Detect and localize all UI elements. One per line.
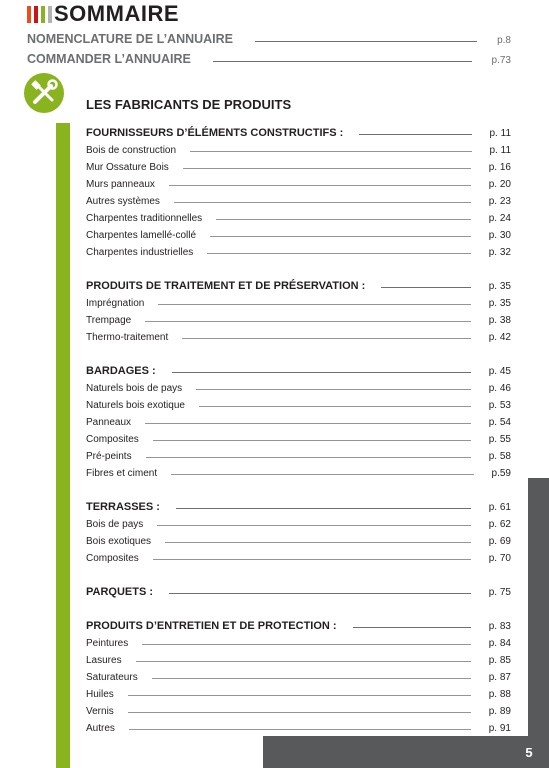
toc-entry[interactable]: [86, 377, 511, 394]
toc-entry-label: Pré-peints: [86, 451, 132, 462]
section-gap: [86, 258, 511, 274]
title-bar: [34, 6, 38, 23]
toc-entry-page: p. 53: [488, 400, 511, 411]
toc-entry-label: Autres systèmes: [86, 196, 160, 207]
toc-entry-label: Bois de pays: [86, 519, 144, 530]
toc-section-heading-label: BARDAGES :: [86, 365, 156, 377]
toc-entry-page: p. 91: [488, 723, 511, 734]
toc-entry[interactable]: [86, 683, 511, 700]
table-of-contents: [86, 121, 511, 734]
page-title: SOMMAIRE: [54, 1, 179, 26]
section-gap: [86, 598, 511, 614]
toc-entry-label: Mur Ossature Bois: [86, 162, 169, 173]
toc-section-heading-page: p. 83: [488, 621, 511, 632]
toc-entry-page: p. 62: [488, 519, 511, 530]
toc-section-heading[interactable]: [86, 495, 511, 513]
toc-section-heading[interactable]: [86, 614, 511, 632]
leader-line: [172, 372, 471, 373]
leader-line: [169, 185, 471, 186]
leader-line: [182, 338, 471, 339]
main-heading: LES FABRICANTS DE PRODUITS: [86, 97, 292, 112]
leader-line: [128, 712, 471, 713]
leader-line: [153, 440, 471, 441]
toc-section-heading-label: FOURNISSEURS D’ÉLÉMENTS CONSTRUCTIFS :: [86, 127, 344, 139]
header-link-label: NOMENCLATURE DE L’ANNUAIRE: [27, 32, 234, 46]
leader-line: [213, 61, 472, 62]
toc-entry[interactable]: [86, 292, 511, 309]
leader-line: [216, 219, 471, 220]
toc-entry-page: p.59: [491, 468, 511, 479]
leader-line: [210, 236, 471, 237]
toc-entry-page: p. 70: [488, 553, 511, 564]
toc-entry-label: Bois exotiques: [86, 536, 152, 547]
toc-entry-page: p. 58: [488, 451, 511, 462]
leader-line: [353, 627, 471, 628]
toc-entry[interactable]: [86, 207, 511, 224]
toc-entry[interactable]: [86, 462, 511, 479]
toc-entry-page: p. 11: [489, 145, 511, 156]
leader-line: [381, 287, 470, 288]
leader-line: [190, 151, 471, 152]
toc-entry[interactable]: [86, 394, 511, 411]
toc-entry[interactable]: [86, 717, 511, 734]
toc-section-heading-page: p. 45: [488, 366, 511, 377]
leader-line: [176, 508, 471, 509]
toc-entry-label: Composites: [86, 553, 139, 564]
toc-entry-label: Imprégnation: [86, 298, 145, 309]
toc-section-heading[interactable]: [86, 359, 511, 377]
toc-entry[interactable]: [86, 649, 511, 666]
toc-entry[interactable]: [86, 241, 511, 258]
header-link-page: p.8: [497, 35, 511, 46]
leader-line: [169, 593, 471, 594]
leader-line: [199, 406, 471, 407]
toc-entry[interactable]: [86, 513, 511, 530]
toc-entry[interactable]: [86, 428, 511, 445]
toc-section-heading-label: TERRASSES :: [86, 501, 160, 513]
toc-entry-label: Composites: [86, 434, 139, 445]
toc-entry-label: Charpentes lamellé-collé: [86, 230, 197, 241]
toc-entry-page: p. 42: [488, 332, 511, 343]
toc-entry-page: p. 55: [488, 434, 511, 445]
header-link-label: COMMANDER L’ANNUAIRE: [27, 52, 191, 66]
toc-entry[interactable]: [86, 666, 511, 683]
toc-entry-label: Panneaux: [86, 417, 132, 428]
toc-entry[interactable]: [86, 139, 511, 156]
toc-entry-label: Charpentes industrielles: [86, 247, 194, 258]
toc-entry-page: p. 30: [488, 230, 511, 241]
toc-section-heading-page: p. 61: [488, 502, 511, 513]
toc-section-heading-label: PRODUITS DE TRAITEMENT ET DE PRÉSERVATION :: [86, 280, 366, 292]
toc-entry[interactable]: [86, 309, 511, 326]
toc-entry[interactable]: [86, 445, 511, 462]
toc-entry-page: p. 23: [488, 196, 511, 207]
leader-line: [146, 457, 471, 458]
leader-line: [136, 661, 471, 662]
right-edge-band: [528, 478, 549, 768]
leader-line: [152, 678, 471, 679]
leader-line: [165, 542, 471, 543]
toc-entry[interactable]: [86, 530, 511, 547]
leader-line: [157, 525, 470, 526]
toc-entry[interactable]: [86, 156, 511, 173]
toc-entry-label: Thermo-traitement: [86, 332, 169, 343]
toc-entry-label: Naturels bois exotique: [86, 400, 185, 411]
page-number: 5: [525, 744, 533, 760]
toc-entry-page: p. 38: [488, 315, 511, 326]
header-link-page: p.73: [491, 55, 511, 66]
header-link-nomenclature[interactable]: [27, 30, 511, 46]
toc-entry-page: p. 54: [488, 417, 511, 428]
leader-line: [145, 423, 471, 424]
toc-entry[interactable]: [86, 632, 511, 649]
toc-entry-label: Bois de construction: [86, 145, 177, 156]
footer-band: [263, 736, 549, 768]
toc-section-heading[interactable]: [86, 580, 511, 598]
toc-entry-page: p. 16: [488, 162, 511, 173]
section-gap: [86, 564, 511, 580]
toc-entry[interactable]: [86, 411, 511, 428]
title-bar: [41, 6, 45, 23]
toc-entry-page: p. 84: [488, 638, 511, 649]
toc-section-heading[interactable]: [86, 121, 511, 139]
leader-line: [142, 644, 471, 645]
section-gap: [86, 479, 511, 495]
header-link-commander[interactable]: [27, 50, 511, 66]
toc-entry-page: p. 89: [488, 706, 511, 717]
accent-sidebar: [56, 123, 70, 768]
toc-entry-label: Huiles: [86, 689, 114, 700]
toc-entry-page: p. 85: [488, 655, 511, 666]
toc-section-heading-label: PRODUITS D’ENTRETIEN ET DE PROTECTION :: [86, 620, 337, 632]
toc-entry-page: p. 35: [488, 298, 511, 309]
toc-entry-label: Autres: [86, 723, 115, 734]
toc-section-heading-page: p. 75: [488, 587, 511, 598]
toc-entry-label: Naturels bois de pays: [86, 383, 183, 394]
title-color-bars: [27, 6, 52, 23]
toc-entry[interactable]: [86, 547, 511, 564]
toc-entry[interactable]: [86, 173, 511, 190]
toc-entry-label: Lasures: [86, 655, 122, 666]
tools-icon: [24, 73, 64, 113]
toc-entry-page: p. 20: [488, 179, 511, 190]
toc-entry-label: Saturateurs: [86, 672, 138, 683]
toc-entry-label: Fibres et ciment: [86, 468, 158, 479]
title-bar: [27, 6, 31, 23]
toc-entry-page: p. 24: [488, 213, 511, 224]
leader-line: [129, 729, 471, 730]
leader-line: [359, 134, 471, 135]
leader-line: [207, 253, 470, 254]
leader-line: [145, 321, 471, 322]
leader-line: [158, 304, 470, 305]
toc-entry-label: Trempage: [86, 315, 132, 326]
toc-section-heading-label: PARQUETS :: [86, 586, 154, 598]
leader-line: [153, 559, 471, 560]
leader-line: [128, 695, 471, 696]
toc-entry-page: p. 46: [488, 383, 511, 394]
leader-line: [196, 389, 471, 390]
leader-line: [174, 202, 471, 203]
title-bar: [48, 6, 52, 23]
toc-entry-page: p. 87: [488, 672, 511, 683]
section-gap: [86, 343, 511, 359]
toc-entry[interactable]: [86, 190, 511, 207]
toc-entry-label: Charpentes traditionnelles: [86, 213, 203, 224]
toc-entry-label: Vernis: [86, 706, 114, 717]
toc-entry-page: p. 88: [488, 689, 511, 700]
toc-entry[interactable]: [86, 326, 511, 343]
toc-section-heading-page: p. 35: [488, 281, 511, 292]
toc-section-heading[interactable]: [86, 274, 511, 292]
toc-entry-page: p. 69: [488, 536, 511, 547]
toc-entry[interactable]: [86, 224, 511, 241]
leader-line: [183, 168, 471, 169]
toc-entry[interactable]: [86, 700, 511, 717]
leader-line: [171, 474, 473, 475]
toc-entry-label: Peintures: [86, 638, 129, 649]
toc-entry-label: Murs panneaux: [86, 179, 155, 190]
toc-entry-page: p. 32: [488, 247, 511, 258]
toc-section-heading-page: p. 11: [489, 128, 511, 139]
leader-line: [255, 41, 477, 42]
